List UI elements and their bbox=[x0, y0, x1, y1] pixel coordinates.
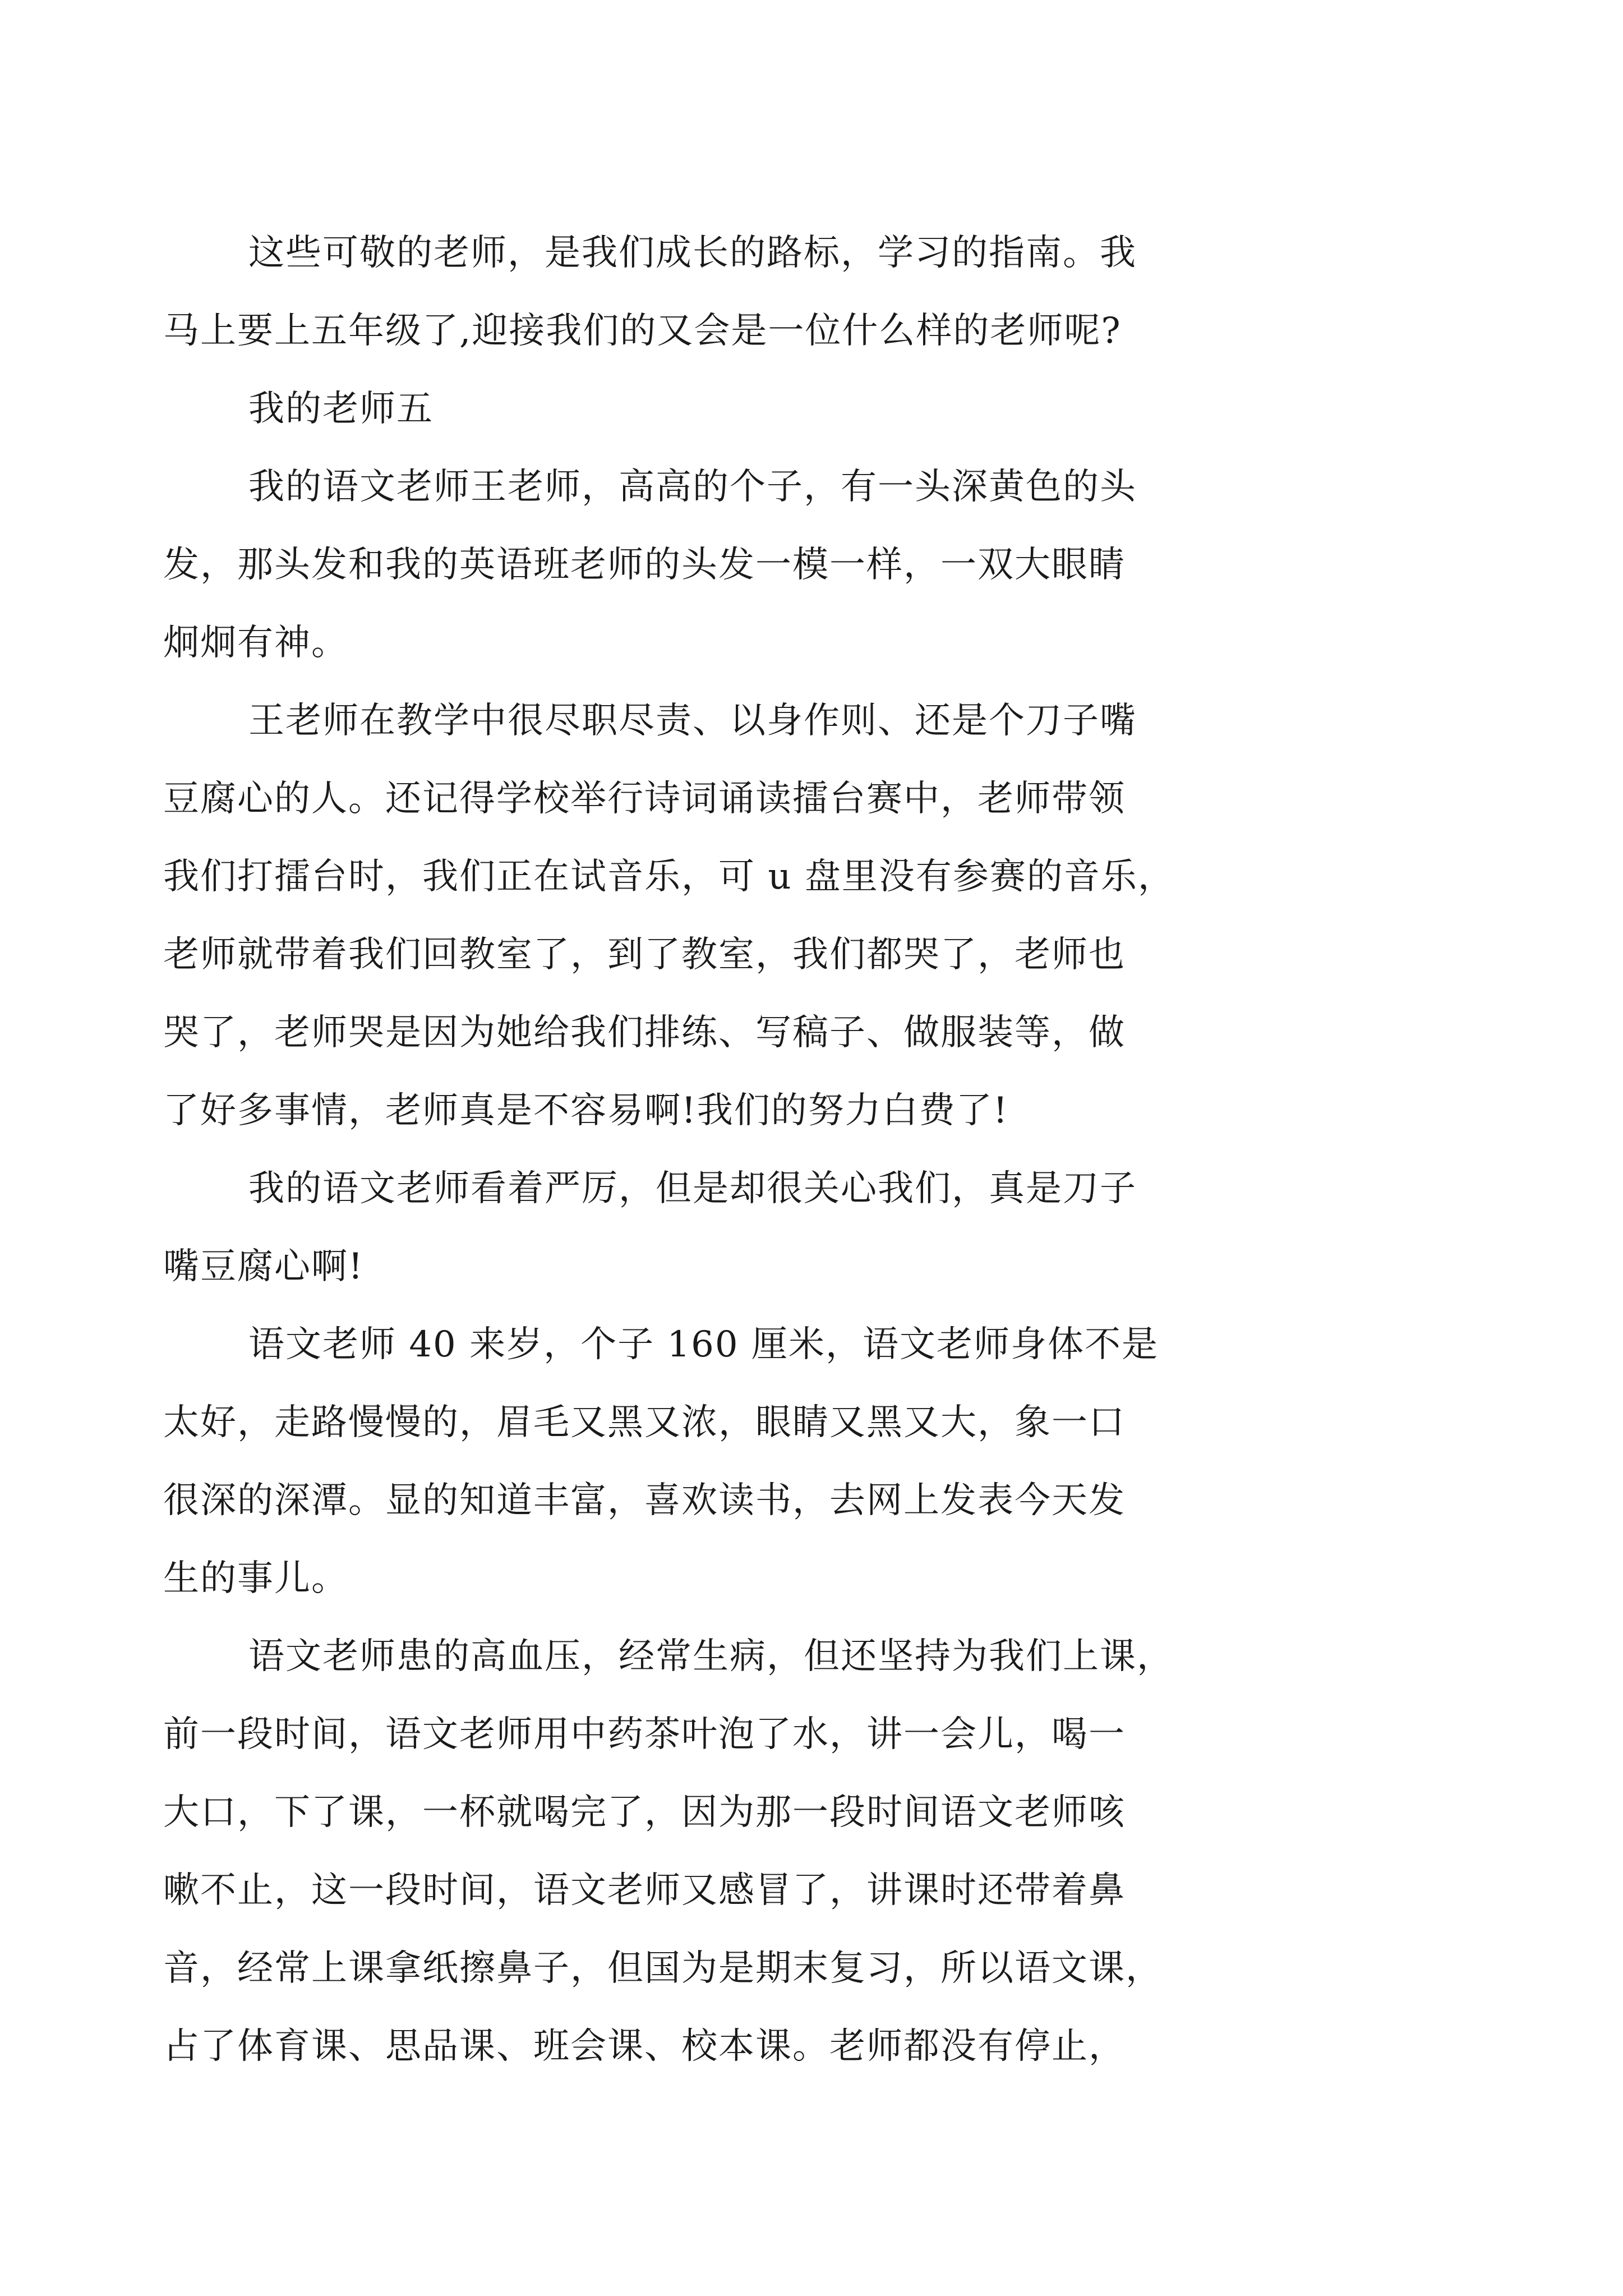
text-line: 生的事儿。 bbox=[163, 1558, 348, 1599]
paragraph-illness-dedication bbox=[163, 1618, 1382, 2086]
paragraph-competition-story bbox=[163, 682, 1382, 1150]
text-line: 马上要上五年级了,迎接我们的又会是一位什么样的老师呢? bbox=[163, 310, 1122, 352]
text-line: 我的语文老师王老师，高高的个子，有一头深黄色的头 bbox=[248, 466, 1137, 508]
text-line: 太好，走路慢慢的，眉毛又黑又浓，眼睛又黑又大，象一口 bbox=[163, 1402, 1126, 1443]
text-line: 老师就带着我们回教室了，到了教室，我们都哭了，老师也 bbox=[163, 934, 1126, 976]
text-line: 王老师在教学中很尽职尽责、以身作则、还是个刀子嘴 bbox=[248, 700, 1137, 742]
paragraph-teacher-description bbox=[163, 448, 1382, 682]
text-line: 大口，下了课，一杯就喝完了，因为那一段时间语文老师咳 bbox=[163, 1792, 1126, 1833]
paragraph-appearance bbox=[163, 1306, 1382, 1618]
text-line: 哭了，老师哭是因为她给我们排练、写稿子、做服装等，做 bbox=[163, 1012, 1126, 1053]
text-line: 语文老师 40 来岁，个子 160 厘米，语文老师身体不是 bbox=[248, 1324, 1159, 1365]
text-line: 嗽不止，这一段时间，语文老师又感冒了，讲课时还带着鼻 bbox=[163, 1870, 1126, 1911]
text-line: 了好多事情，老师真是不容易啊!我们的努力白费了! bbox=[163, 1090, 1009, 1131]
text-line: 我们打擂台时，我们正在试音乐，可 u 盘里没有参赛的音乐， bbox=[163, 856, 1175, 898]
text-line: 前一段时间，语文老师用中药茶叶泡了水，讲一会儿，喝一 bbox=[163, 1714, 1126, 1755]
text-line: 语文老师患的高血压，经常生病，但还坚持为我们上课， bbox=[248, 1636, 1174, 1677]
text-line: 音，经常上课拿纸擦鼻子，但国为是期末复习，所以语文课， bbox=[163, 1948, 1163, 1989]
document-body bbox=[163, 214, 1382, 2086]
text-line: 炯炯有神。 bbox=[163, 622, 348, 664]
text-line: 很深的深潭。显的知道丰富，喜欢读书，去网上发表今天发 bbox=[163, 1480, 1126, 1521]
text-line: 嘴豆腐心啊! bbox=[163, 1246, 364, 1287]
text-line: 这些可敬的老师，是我们成长的路标，学习的指南。我 bbox=[248, 232, 1137, 274]
section-heading bbox=[248, 370, 1382, 448]
text-line: 发，那头发和我的英语班老师的头发一模一样，一双大眼睛 bbox=[163, 544, 1126, 586]
text-line: 豆腐心的人。还记得学校举行诗词诵读擂台赛中，老师带领 bbox=[163, 778, 1126, 820]
text-line: 我的语文老师看着严厉，但是却很关心我们，真是刀子 bbox=[248, 1168, 1137, 1209]
heading-text: 我的老师五 bbox=[248, 388, 434, 430]
paragraph-strict-but-caring bbox=[163, 1150, 1382, 1306]
paragraph-teachers-guide bbox=[163, 214, 1382, 370]
text-line: 占了体育课、思品课、班会课、校本课。老师都没有停止， bbox=[163, 2026, 1126, 2067]
